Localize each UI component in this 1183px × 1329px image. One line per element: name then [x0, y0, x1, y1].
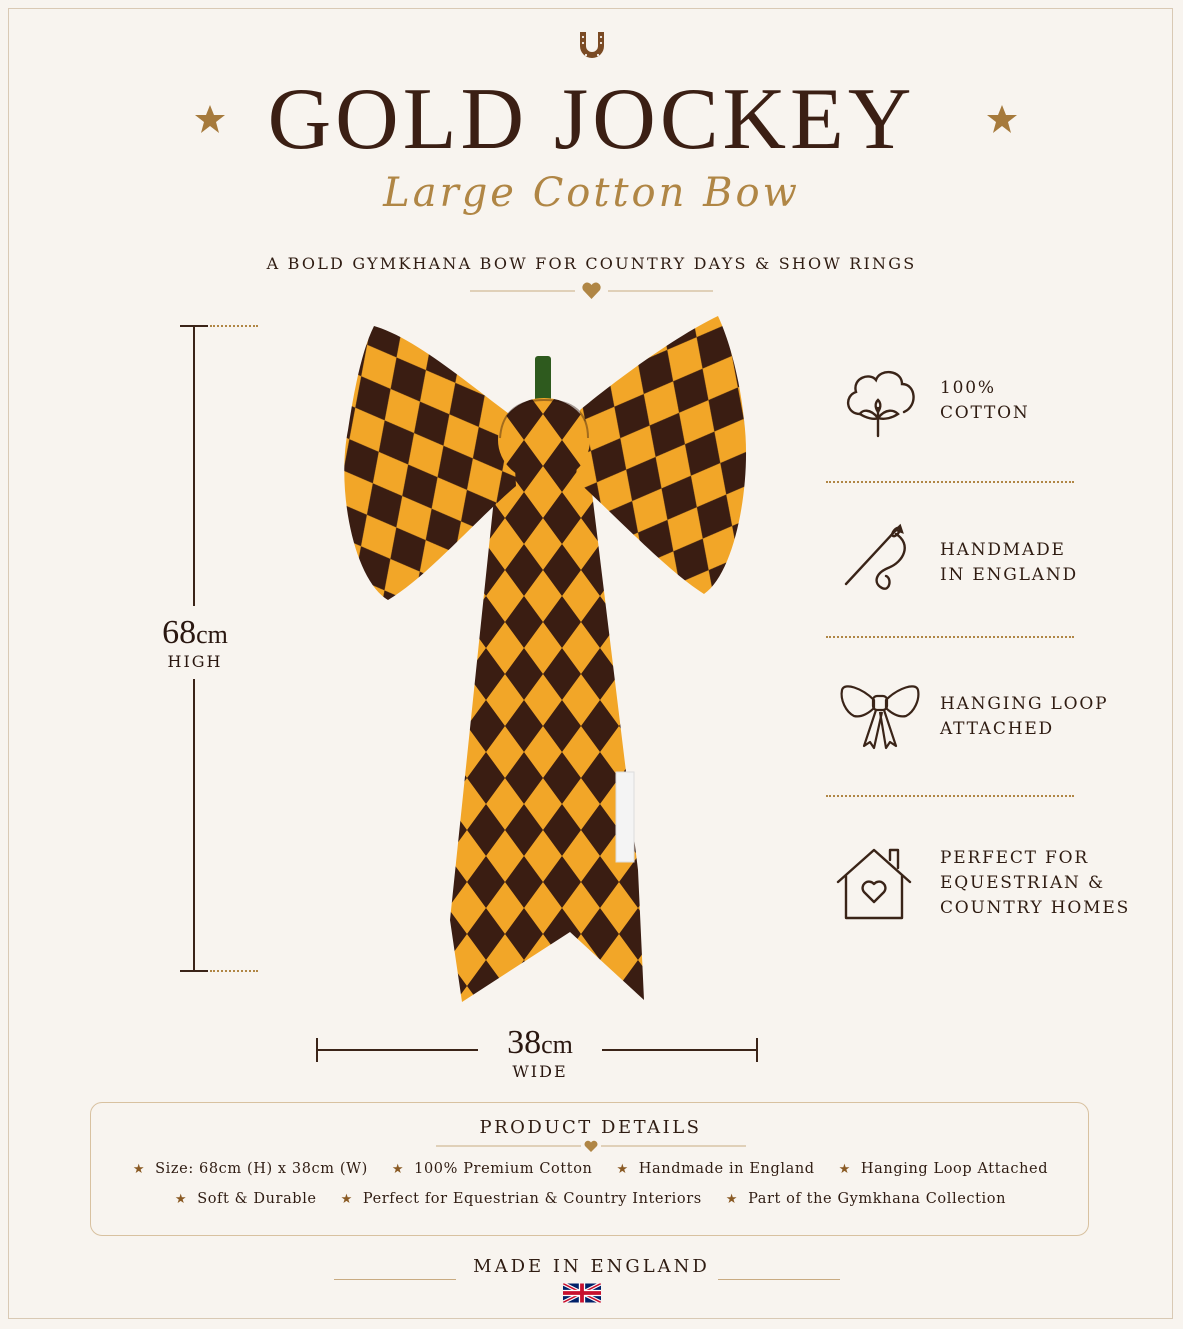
tagline: A BOLD GYMKHANA BOW FOR COUNTRY DAYS & SHOW RINGS	[266, 254, 917, 273]
star-icon	[986, 103, 1018, 135]
width-value: 38	[507, 1024, 542, 1061]
footer-rule	[718, 1279, 840, 1280]
feature-text: HANDMADE IN ENGLAND	[940, 540, 1078, 585]
star-bullet-icon: ★	[838, 1162, 851, 1177]
brand-title: GOLD JOCKEY	[267, 71, 916, 168]
detail-item: ★ Part of the Gymkhana Collection	[725, 1191, 1007, 1207]
star-bullet-icon: ★	[391, 1162, 405, 1177]
star-bullet-icon: ★	[132, 1162, 146, 1177]
feature-text: 100% COTTON	[940, 378, 1030, 423]
star-bullet-icon: ★	[725, 1192, 739, 1207]
detail-item: ★ Soft & Durable	[174, 1191, 317, 1207]
feature-hanging-loop	[830, 672, 1130, 762]
detail-item: ★ Size: 68cm (H) x 38cm (W)	[132, 1161, 368, 1177]
product-details-title: PRODUCT DETAILS	[479, 1117, 702, 1138]
detail-item: ★ Hanging Loop Attached	[838, 1161, 1049, 1177]
star-bullet-icon: ★	[174, 1192, 188, 1207]
heart-divider-icon	[436, 1139, 746, 1157]
product-details-box	[90, 1102, 1089, 1236]
width-dimension-cap	[316, 1038, 318, 1062]
width-word: WIDE	[512, 1062, 568, 1081]
bow-icon	[830, 672, 930, 762]
cotton-icon	[830, 356, 930, 446]
detail-item: ★ 100% Premium Cotton	[391, 1161, 593, 1177]
needle-icon	[830, 518, 930, 608]
made-in-label: MADE IN ENGLAND	[473, 1256, 710, 1277]
heart-divider-icon	[470, 280, 713, 302]
feature-cotton	[830, 356, 1130, 446]
details-row	[91, 1161, 1090, 1177]
bow-image	[326, 310, 766, 1010]
height-word: HIGH	[167, 652, 223, 671]
feature-separator	[826, 636, 1074, 638]
height-dimension-cap	[180, 325, 208, 327]
feature-text: HANGING LOOP ATTACHED	[940, 694, 1109, 739]
width-dimension-cap	[756, 1038, 758, 1062]
horseshoe-icon	[572, 28, 612, 68]
detail-item: ★ Handmade in England	[616, 1161, 815, 1177]
star-bullet-icon: ★	[616, 1162, 629, 1177]
width-unit: cm	[541, 1030, 573, 1059]
feature-country-homes	[830, 838, 1130, 928]
feature-separator	[826, 481, 1074, 483]
width-label	[478, 1024, 602, 1081]
height-unit: cm	[196, 620, 228, 649]
detail-item: ★ Perfect for Equestrian & Country Interiors	[340, 1191, 702, 1207]
height-label	[140, 606, 250, 679]
uk-flag-icon	[563, 1282, 601, 1304]
height-dimension-cap	[180, 970, 208, 972]
house-heart-icon	[830, 838, 930, 928]
height-guide-dots	[210, 325, 258, 327]
feature-handmade	[830, 518, 1130, 608]
height-value: 68	[162, 614, 197, 651]
product-name: Large Cotton Bow	[383, 170, 800, 216]
star-bullet-icon: ★	[340, 1192, 353, 1207]
feature-text: PERFECT FOR EQUESTRIAN & COUNTRY HOMES	[940, 847, 1131, 918]
details-row	[91, 1191, 1090, 1207]
footer-rule	[334, 1279, 456, 1280]
height-guide-dots	[210, 970, 258, 972]
feature-separator	[826, 795, 1074, 797]
